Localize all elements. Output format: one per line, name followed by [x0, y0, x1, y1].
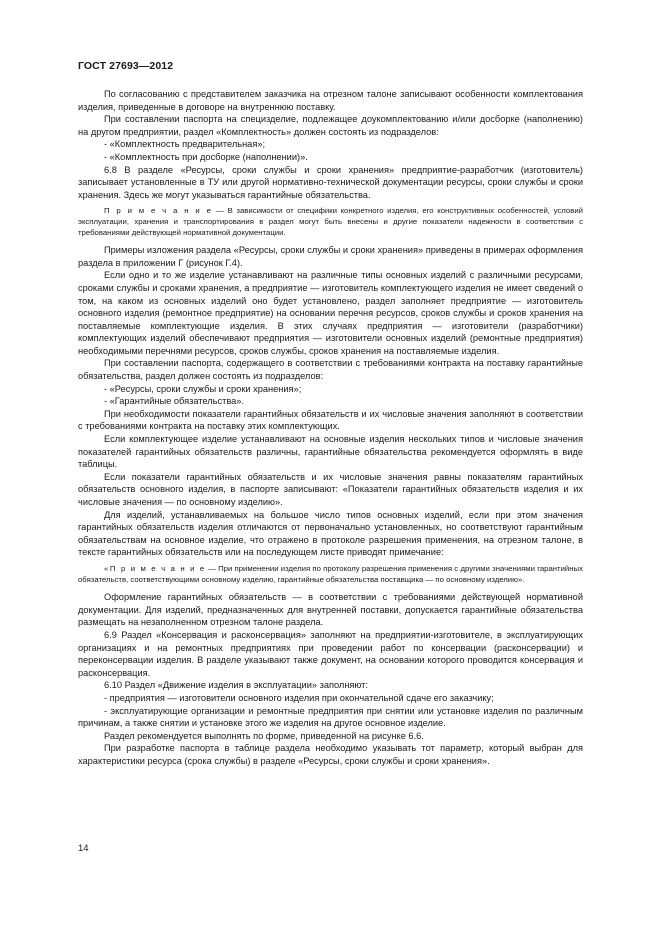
- list-item: - «Комплектность предварительная»;: [104, 139, 266, 150]
- paragraph: Оформление гарантийных обязательств — в соответствии с требованиями действующей нормативной документации. Для изделий, предназначенных для внутренней поставки, допускается гарантийные обязательства размещать на незаполненном отрезном талоне раздела.: [78, 592, 583, 628]
- paragraph: По согласованию с представителем заказчика на отрезном талоне записывают особенности комплектования изделия, приведенные в договоре на внутреннюю поставку.: [78, 89, 583, 112]
- section-6-9: 6.9 Раздел «Консервация и расконсервация» заполняют на предприятии-изготовителе, в эксплуатирующих организациях и на ремонтных предприятиях при проведении работ по консервации (расконсервации) и переконсервации изделия. В разделе указывают также документ, на основании которого проводится консервация и расконсервация.: [78, 629, 583, 678]
- paragraph: Раздел рекомендуется выполнять по форме, приведенной на рисунке 6.6.: [104, 730, 424, 741]
- note-2: [78, 564, 583, 585]
- paragraph: Если комплектующее изделие устанавливают на основные изделия нескольких типов и числовые значения показателей гарантийных обязательств различны, гарантийные обязательства рекомендуется оформлять в виде таблицы.: [78, 434, 583, 470]
- page-number: 14: [78, 843, 89, 854]
- section-6-10: 6.10 Раздел «Движение изделия в эксплуатации» заполняют:: [104, 680, 368, 691]
- note-label: «П р и м е ч а н и е: [104, 563, 206, 573]
- list-item: - «Ресурсы, сроки службы и сроки хранения»;: [104, 383, 302, 394]
- paragraph: При составлении паспорта на специзделие, подлежащее доукомплектованию и/или досборке (наполнению) на другом предприятии, раздел «Комплектность» должен состоять из подразделов:: [78, 114, 583, 137]
- document-header: ГОСТ 27693—2012: [78, 60, 174, 72]
- list-item: - «Гарантийные обязательства».: [104, 396, 245, 407]
- paragraph: Для изделий, устанавливаемых на большое число типов основных изделий, если при этом значения гарантийных обязательств изделия отличаются от первоначально установленных, но соответствуют гарантийным обязательствам на основное изделие, что отражено в протоколе разрешения применения, на отрезном талоне, в тексте гарантийных обязательств или на последующем листе приводят примечание:: [78, 509, 583, 558]
- document-body: [78, 88, 583, 767]
- section-6-8: 6.8 В разделе «Ресурсы, сроки службы и сроки хранения» предприятие-разработчик (изготовитель) записывает установленные в ТУ или другой нормативно-технической документации ресурсы, сроки службы и сроки хранения. Здесь же могут указываться гарантийные обязательства.: [78, 164, 583, 200]
- note-text: — При применении изделия по протоколу разрешения применения с другими значениями гарантийных обязательств, соответствующими основному изделию, гарантийные обязательства поставщика — по основному изделию».: [78, 563, 583, 584]
- list-item: - «Комплектность при досборке (наполнении)».: [104, 151, 308, 162]
- paragraph: Если одно и то же изделие устанавливают на различные типы основных изделий с различными ресурсами, сроками службы и сроками хранения, а предприятие — изготовитель комплектующего изделия не имеет сведений о том, на каком из основных изделий оно будет установлено, раздел заполняет предприятие — изготовитель основного изделия (ремонтное предприятие) на основании перечня ресурсов, сроков службы и сроков хранения на поставляемые комплектующие изделия. В этих случаях предприятия — изготовители (разработчики) комплектующих изделий обеспечивают предприятия — изготовители основных изделий (ремонтные предприятия) необходимыми перечнями ресурсов, сроков службы, сроков хранения на поставляемые изделия.: [78, 270, 583, 356]
- note-1: [78, 206, 583, 238]
- paragraph: При составлении паспорта, содержащего в соответствии с требованиями контракта на поставку гарантийные обязательства, раздел должен состоять из подразделов:: [78, 358, 583, 382]
- paragraph: Примеры изложения раздела «Ресурсы, сроки службы и сроки хранения» приведены в примерах оформления раздела в приложении Г (рисунок Г.4).: [78, 245, 583, 268]
- paragraph: При разработке паспорта в таблице раздела необходимо указывать тот параметр, который выбран для характеристики ресурса (срока службы) в разделе «Ресурсы, сроки службы и сроки хранения».: [78, 743, 583, 766]
- note-label: П р и м е ч а н и е: [104, 206, 213, 216]
- paragraph: При необходимости показатели гарантийных обязательств и их числовые значения заполняют в соответствии с требованиями контракта на поставку этих комплектующих.: [78, 408, 583, 432]
- paragraph: Если показатели гарантийных обязательств и их числовые значения равны показателям гарантийных обязательств основного изделия, в паспорте записывают: «Показатели гарантийных обязательств изделия и их числовые значения — по основному изделию».: [78, 471, 583, 507]
- note-text: — В зависимости от специфики конкретного изделия, его конструктивных особенностей, условий эксплуатации, хранения и транспортирования в раздел могут быть внесены и другие показатели надежности в соответствии с требованиями действующей нормативной документации.: [78, 206, 583, 237]
- list-item: - эксплуатирующие организации и ремонтные предприятия при снятии или установке изделия по различным причинам, а также снятии и установке этого же изделия на другое основное изделие.: [78, 705, 583, 729]
- list-item: - предприятия — изготовители основного изделия при окончательной сдаче его заказчику;: [104, 692, 494, 703]
